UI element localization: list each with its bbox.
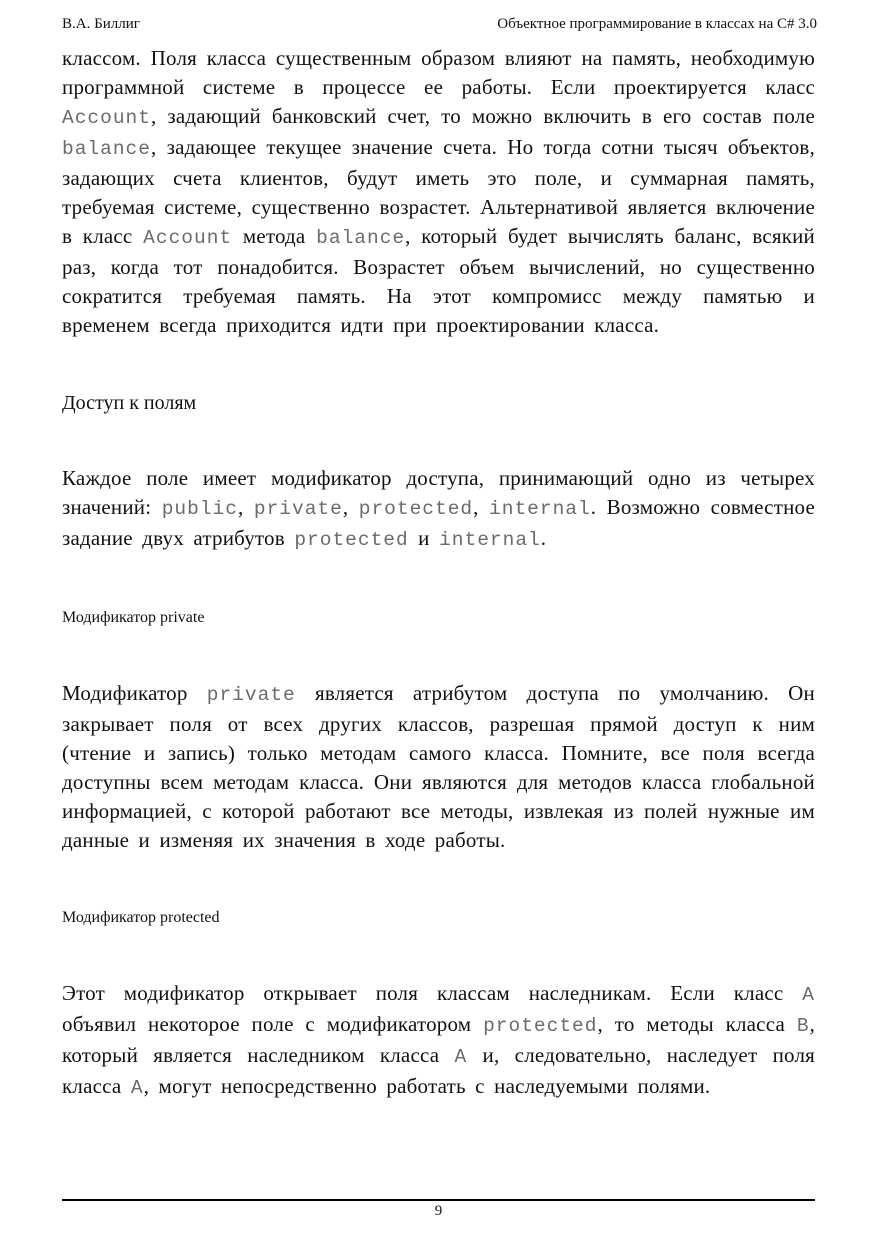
- page-number: 9: [434, 1203, 443, 1219]
- text-run: Модификатор: [62, 681, 207, 705]
- text-run: является атрибутом доступа по умолчанию. Он закрывает поля от всех других классов, разрешая прямой доступ к ним (чтение и запись) только методам самого класса. Помните, все поля всегда доступны всем методам класса. Они являются для методов класса глобальной информацией, с которой работают все методы, извлекая из полей нужные им данные и изменяя их значения в ходе работы.: [62, 681, 815, 852]
- text-run: Модификатор protected: [62, 909, 220, 926]
- code-run: Account: [62, 107, 151, 129]
- text-run: классом. Поля класса существенным образом влияют на память, необходимую программной системе в процессе ее работы. Если проектируется класс: [62, 46, 815, 99]
- code-run: balance: [62, 138, 151, 160]
- text-run: , могут непосредственно работать с наследуемыми полями.: [143, 1074, 711, 1098]
- section-heading: [62, 391, 815, 415]
- code-run: Account: [143, 227, 233, 249]
- text-run: и: [408, 526, 440, 550]
- code-run: private: [206, 684, 296, 706]
- text-run: , который будет вычислять баланс, всякий раз, когда тот понадобится. Возрастет объем вычислений, но существенно сократится требуемая память. На этот компромисс между памятью и временем всегда приходится идти при проектировании класса.: [62, 224, 815, 337]
- code-run: public: [161, 498, 238, 520]
- text-run: Модификатор private: [62, 609, 205, 626]
- text-run: Этот модификатор открывает поля классам наследникам. Если класс: [62, 981, 803, 1005]
- text-run: , который является наследником класса: [62, 1012, 815, 1067]
- text-run: ,: [342, 495, 359, 519]
- text-run: .: [540, 526, 547, 550]
- page-header: [62, 16, 817, 33]
- subsection-heading: [62, 908, 815, 928]
- text-run: Доступ к полям: [62, 392, 197, 414]
- text-run: Каждое поле имеет модификатор доступа, принимающий одно из четырех значений:: [62, 466, 815, 519]
- page-footer: [62, 1199, 815, 1220]
- text-run: объявил некоторое поле с модификатором: [62, 1012, 484, 1036]
- text-run: метода: [232, 224, 317, 248]
- code-run: balance: [316, 227, 406, 249]
- code-run: internal: [489, 498, 591, 520]
- code-run: A: [454, 1046, 468, 1068]
- text-run: ,: [237, 495, 254, 519]
- body-paragraph: [62, 979, 815, 1103]
- code-run: protected: [294, 529, 409, 551]
- body-paragraph: [62, 464, 815, 555]
- text-run: ,: [473, 495, 490, 519]
- text-run: , задающее текущее значение счета. Но тогда сотни тысяч объектов, задающих счета клиентов, будут иметь это поле, и суммарная память, требуемая системе, существенно возрастет. Альтернативой является включение в класс: [62, 135, 815, 248]
- code-run: A: [130, 1077, 144, 1099]
- header-author: В.А. Биллиг: [62, 16, 140, 32]
- body-paragraph: [62, 679, 815, 855]
- header-title: Объектное программирование в классах на C# 3.0: [497, 16, 817, 32]
- code-run: A: [802, 984, 815, 1006]
- code-run: B: [796, 1015, 810, 1037]
- body-paragraph: [62, 44, 815, 340]
- page-body: [62, 44, 815, 1103]
- text-run: , то методы класса: [597, 1012, 797, 1036]
- text-run: . Возможно совместное задание двух атрибутов: [62, 495, 815, 550]
- code-run: protected: [358, 498, 474, 520]
- code-run: private: [253, 498, 343, 520]
- code-run: protected: [483, 1015, 598, 1037]
- code-run: internal: [439, 529, 541, 551]
- subsection-heading: [62, 608, 815, 628]
- text-run: и, следовательно, наследует поля класса: [62, 1043, 815, 1098]
- text-run: , задающий банковский счет, то можно включить в его состав поле: [150, 104, 815, 128]
